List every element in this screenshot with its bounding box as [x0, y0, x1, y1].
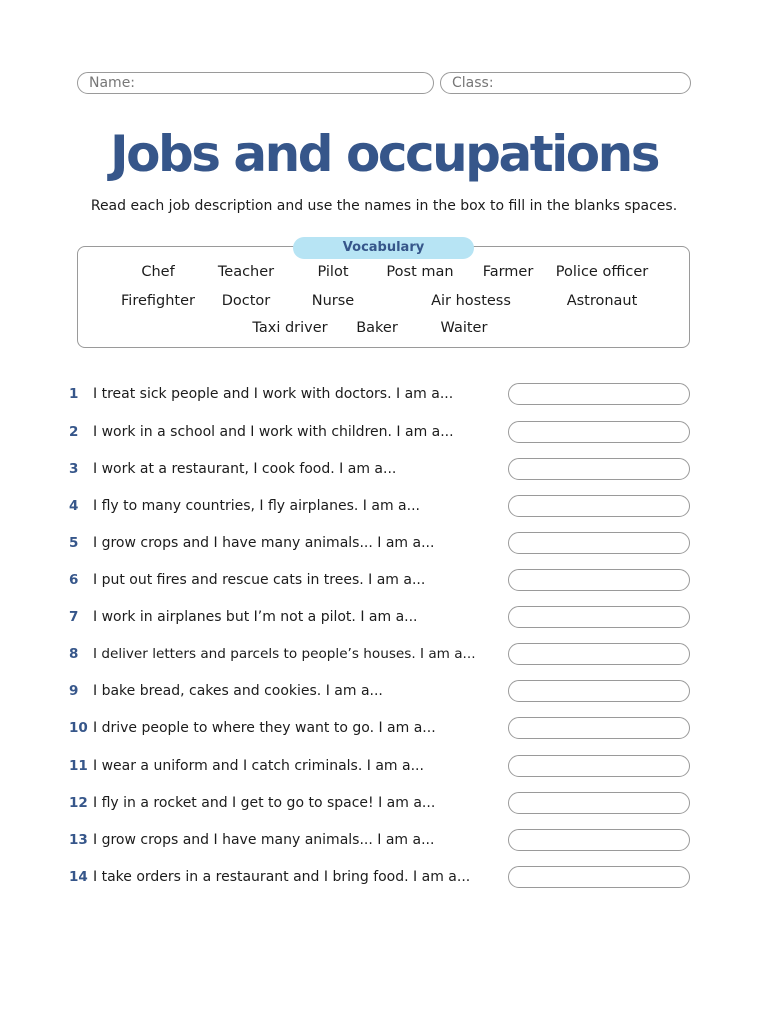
- vocab-word: Waiter: [440, 320, 488, 336]
- instructions: Read each job description and use the names in the box to fill in the blanks spaces.: [90, 198, 678, 214]
- question-row: [0, 421, 768, 443]
- question-number: 10: [69, 720, 88, 736]
- answer-input[interactable]: [508, 569, 690, 591]
- answer-input[interactable]: [508, 495, 690, 517]
- question-row: [0, 495, 768, 517]
- question-text: I grow crops and I have many animals... I am a...: [93, 535, 435, 551]
- question-number: 2: [69, 424, 79, 440]
- class-label: Class:: [452, 75, 494, 91]
- vocab-word: Chef: [141, 264, 175, 280]
- question-number: 5: [69, 535, 79, 551]
- vocab-word: Doctor: [221, 293, 271, 309]
- answer-input[interactable]: [508, 829, 690, 851]
- vocab-word: Air hostess: [431, 293, 511, 309]
- question-number: 4: [69, 498, 79, 514]
- question-row: [0, 755, 768, 777]
- class-field[interactable]: [440, 72, 691, 94]
- answer-input[interactable]: [508, 458, 690, 480]
- question-text: I deliver letters and parcels to people’s houses. I am a...: [93, 646, 476, 662]
- question-row: [0, 458, 768, 480]
- vocab-word: Pilot: [317, 264, 349, 280]
- answer-input[interactable]: [508, 717, 690, 739]
- vocab-word: Police officer: [555, 264, 649, 280]
- question-text: I wear a uniform and I catch criminals. I am a...: [93, 758, 424, 774]
- question-row: [0, 606, 768, 628]
- question-text: I work in airplanes but I’m not a pilot. I am a...: [93, 609, 418, 625]
- question-row: [0, 569, 768, 591]
- question-number: 12: [69, 795, 88, 811]
- question-number: 11: [69, 758, 88, 774]
- answer-input[interactable]: [508, 680, 690, 702]
- question-text: I take orders in a restaurant and I bring food. I am a...: [93, 869, 471, 885]
- question-row: [0, 717, 768, 739]
- question-number: 9: [69, 683, 79, 699]
- answer-input[interactable]: [508, 606, 690, 628]
- name-field[interactable]: [77, 72, 434, 94]
- vocab-word: Baker: [356, 320, 398, 336]
- question-number: 14: [69, 869, 88, 885]
- vocab-word: Farmer: [482, 264, 534, 280]
- question-text: I bake bread, cakes and cookies. I am a...: [93, 683, 383, 699]
- name-label: Name:: [89, 75, 136, 91]
- answer-input[interactable]: [508, 866, 690, 888]
- question-number: 7: [69, 609, 79, 625]
- question-text: I work at a restaurant, I cook food. I am a...: [93, 461, 397, 477]
- answer-input[interactable]: [508, 792, 690, 814]
- question-text: I grow crops and I have many animals... I am a...: [93, 832, 435, 848]
- question-text: I put out fires and rescue cats in trees. I am a...: [93, 572, 426, 588]
- question-row: [0, 792, 768, 814]
- vocabulary-label: Vocabulary: [293, 237, 474, 259]
- answer-input[interactable]: [508, 643, 690, 665]
- vocab-word: Taxi driver: [252, 320, 328, 336]
- page-title: Jobs and occupations: [110, 125, 658, 183]
- question-text: I fly in a rocket and I get to go to space! I am a...: [93, 795, 436, 811]
- vocab-word: Astronaut: [566, 293, 638, 309]
- vocab-word: Teacher: [217, 264, 275, 280]
- question-row: [0, 532, 768, 554]
- question-number: 8: [69, 646, 79, 662]
- answer-input[interactable]: [508, 421, 690, 443]
- answer-input[interactable]: [508, 755, 690, 777]
- vocab-word: Firefighter: [121, 293, 195, 309]
- answer-input[interactable]: [508, 383, 690, 405]
- answer-input[interactable]: [508, 532, 690, 554]
- question-row: [0, 829, 768, 851]
- question-text: I fly to many countries, I fly airplanes. I am a...: [93, 498, 420, 514]
- question-number: 13: [69, 832, 88, 848]
- question-text: I drive people to where they want to go. I am a...: [93, 720, 436, 736]
- vocab-word: Nurse: [311, 293, 355, 309]
- question-number: 6: [69, 572, 79, 588]
- question-row: [0, 383, 768, 405]
- question-row: [0, 680, 768, 702]
- question-text: I treat sick people and I work with doctors. I am a...: [93, 386, 454, 402]
- question-row: [0, 866, 768, 888]
- question-number: 3: [69, 461, 79, 477]
- vocab-word: Post man: [386, 264, 454, 280]
- question-row: [0, 643, 768, 665]
- question-text: I work in a school and I work with children. I am a...: [93, 424, 454, 440]
- question-number: 1: [69, 386, 79, 402]
